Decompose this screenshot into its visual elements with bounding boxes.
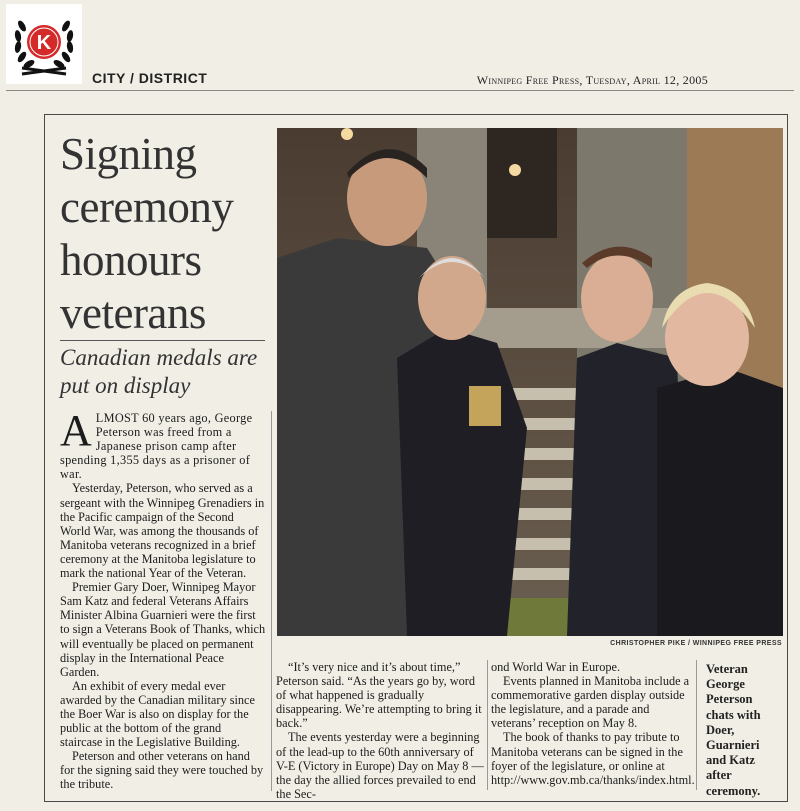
column-divider [696,660,697,790]
logo-letter: K [36,32,52,54]
section-label: CITY / DISTRICT [92,70,208,86]
paragraph: ALMOST 60 years ago, George Peterson was freed from a Japanese prison camp after spending 1,355 days as a prisoner of war. [60,406,253,482]
paragraph: Yesterday, Peterson, who served as a sergeant with the Winnipeg Grenadiers in the Pacific campaign of the Second World War, was among the thousands of Manitoba veterans recognized in a brief ceremony at the Manitoba legislature to mark the national Year of the Veteran. [60,481,265,581]
paragraph: Peterson and other veterans on hand for the signing said they were touched by the tribute. [60,749,264,792]
subheadline: Canadian medals are put on display [60,345,258,398]
headline: Signing ceremony honours veterans [60,129,234,338]
body-column-2 [276,660,486,801]
paragraph: Events planned in Manitoba include a commemorative garden display outside the legislature, and a parade and veterans’ reception on May 8. [491,674,690,731]
paragraph: “It’s very nice and it’s about time,” Peterson said. “As the years go by, word of what happened is gradually disappearing. We’re attempting to bring it back.” [276,660,482,731]
news-photo [277,128,783,636]
headline-rule [60,340,265,341]
wreath-icon [8,6,80,82]
photo-caption: Veteran George Peterson chats with Doer, Guarnieri and Katz after ceremony. [706,662,761,798]
column-divider [487,660,488,790]
paragraph: Premier Gary Doer, Winnipeg Mayor Sam Katz and federal Veterans Affairs Minister Albina Guarnieri were the first to sign a Veterans Book of Thanks, which will eventually be placed on permanent display in the International Peace Garden. [60,580,266,679]
paper-dateline: Winnipeg Free Press, Tuesday, April 12, 2005 [476,73,708,87]
body-column-1 [60,406,266,792]
body-column-3 [491,660,695,787]
laurel-logo [6,4,82,84]
photo-illustration [277,128,783,636]
photo-credit: CHRISTOPHER PIKE / WINNIPEG FREE PRESS [610,640,782,647]
column-divider [271,411,272,791]
paragraph: ond World War in Europe. [491,660,621,674]
paragraph: An exhibit of every medal ever awarded by the Canadian military since the Boer War is also on display for the public at the bottom of the grand staircase in the Legislative Building. [60,678,255,750]
header-rule [6,90,794,91]
paragraph: The events yesterday were a beginning of the lead-up to the 60th anniversary of V-E (Victory in Europe) Day on May 8 — the day the allied forces prevailed to end the Sec- [276,730,484,801]
drop-cap: A [60,406,92,455]
paragraph: The book of thanks to pay tribute to Manitoba veterans can be signed in the foyer of the legislature, or online at http://www.gov.mb.ca/thanks/index.html. [491,730,695,787]
